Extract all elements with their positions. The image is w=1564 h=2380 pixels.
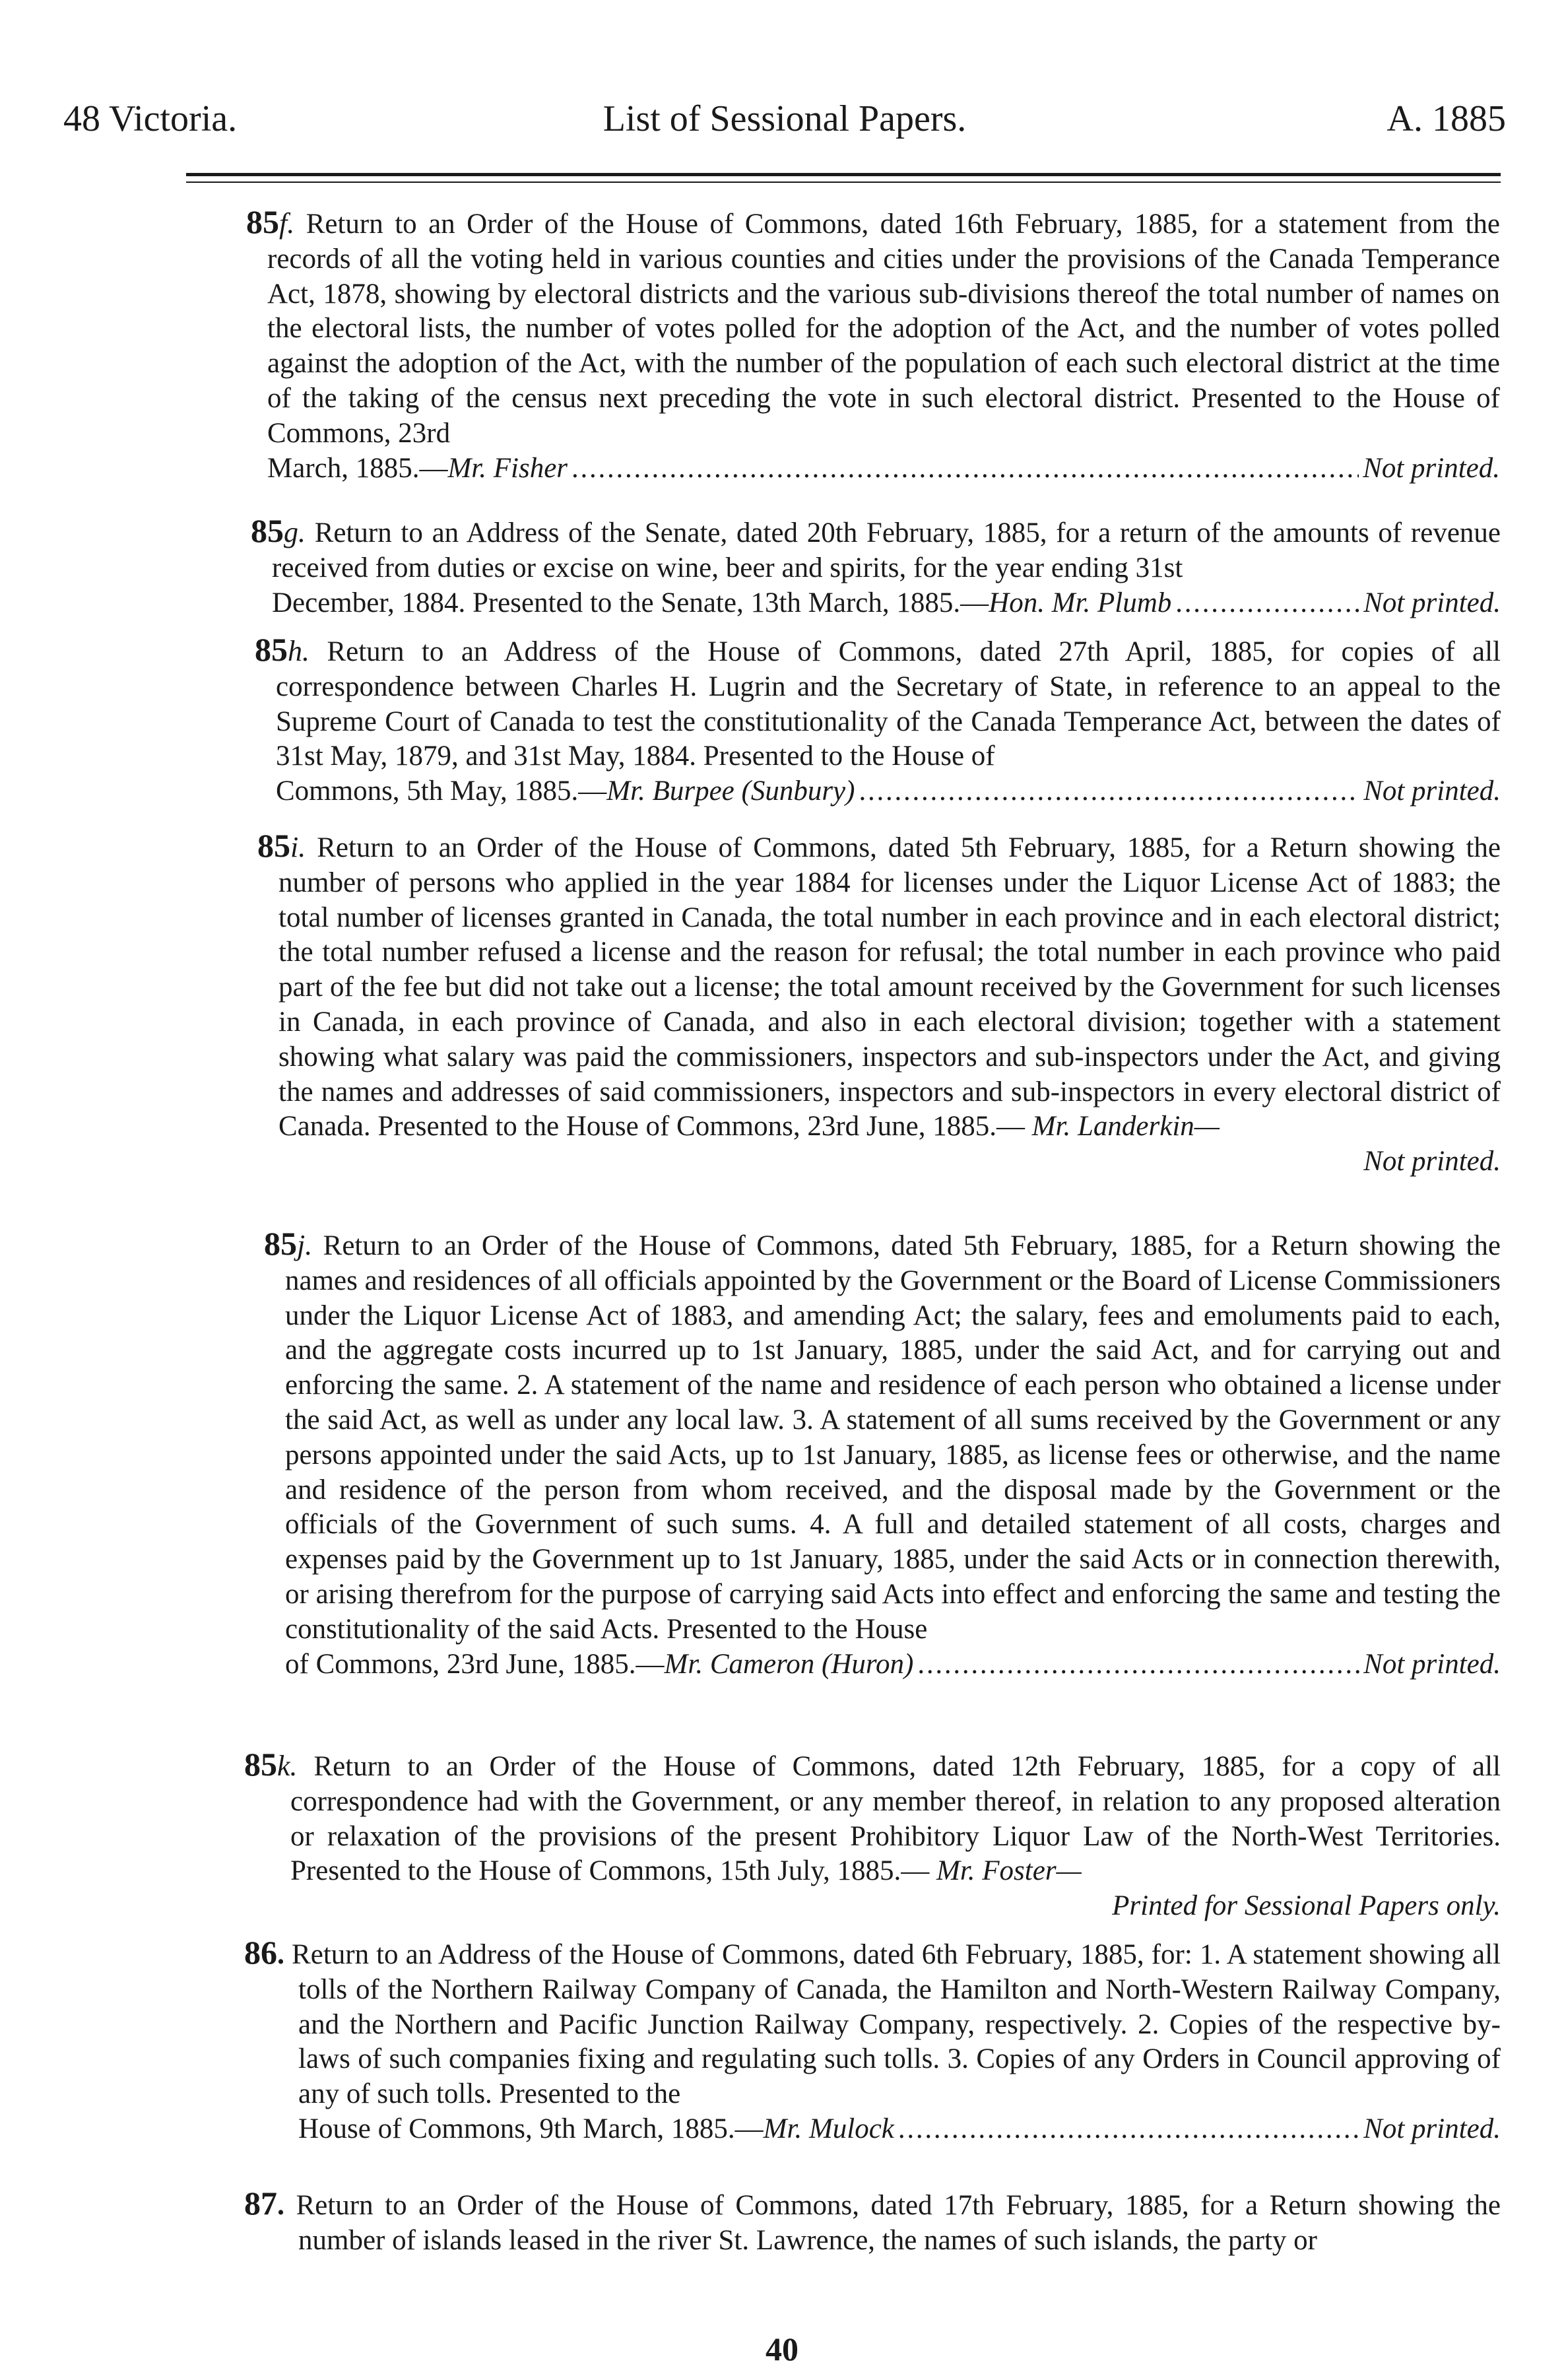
entry-text-end: December, 1884. Presented to the Senate, 13th March, 1885.—	[272, 587, 989, 618]
leader-dots	[1175, 586, 1359, 621]
header-session: 48 Victoria.	[63, 98, 238, 139]
entry-member: Mr. Landerkin—	[1031, 1111, 1220, 1142]
leader-dots	[571, 451, 1359, 486]
entry-number: 85k.	[244, 1746, 298, 1783]
entry-85h	[255, 631, 1501, 809]
entry-87	[244, 2185, 1501, 2259]
entry-text-end: Commons, 5th May, 1885.—	[276, 776, 607, 807]
entry-text-end: of Commons, 23rd June, 1885.—	[285, 1648, 665, 1680]
entry-status: Not printed.	[1363, 2113, 1501, 2144]
leader-dots	[917, 1647, 1359, 1682]
header-title: List of Sessional Papers.	[603, 98, 967, 139]
entry-85f	[246, 203, 1501, 486]
entry-member: Mr. Fisher	[447, 452, 568, 484]
entry-number: 85i.	[257, 827, 306, 864]
entry-85j	[264, 1225, 1501, 1682]
entry-number: 85g.	[251, 512, 306, 549]
entry-text: Return to an Order of the House of Commons, dated 5th February, 1885, for a Return showing the names and residences of all officials appointed by the Government or the Board of License Commissioners under the Liquor License Act of 1883, and amending Act; the salary, fees and emoluments paid to each, and the aggregate costs incurred up to 1st January, 1885, under the said Act, and for carrying out and enforcing the same. 2. A statement of the name and residence of each person who obtained a license under the said Act, as well as under any local law. 3. A statement of all sums received by the Government or any persons appointed under the said Acts, up to 1st January, 1885, as license fees or otherwise, and the name and residence of the person from whom received, and the disposal made by the Government or the officials of the Government of such sums. 4. A full and detailed statement of all costs, charges and expenses paid by the Government up to 1st January, 1885, under the said Acts or in connection therewith, or arising therefrom for the purpose of carrying said Acts into effect and enforcing the same and testing the constitutionality of the said Acts. Presented to the House	[285, 1230, 1501, 1645]
entry-85i	[257, 827, 1501, 1179]
entry-member: Mr. Foster—	[936, 1855, 1082, 1887]
leader-dots	[898, 2112, 1359, 2147]
entry-text: Return to an Address of the House of Commons, dated 6th February, 1885, for: 1. A statement showing all tolls of the Northern Railway Company of Canada, the Hamilton and North-Western Railway Company, and the Northern and Pacific Junction Railway Company, respectively. 2. Copies of the respective by-laws of such companies fixing and regulating such tolls. 3. Copies of any Orders in Council approving of any of such tolls. Presented to the	[292, 1939, 1501, 2110]
running-header	[63, 92, 1506, 145]
entry-text: Return to an Address of the Senate, dated 20th February, 1885, for a return of the amounts of revenue received from duties or excise on wine, beer and spirits, for the year ending 31st	[272, 517, 1501, 583]
entry-number: 85h.	[255, 631, 310, 668]
entry-86	[244, 1934, 1501, 2147]
entry-member: Hon. Mr. Plumb	[989, 587, 1172, 618]
entry-number: 85f.	[246, 203, 295, 240]
entry-member: Mr. Burpee (Sunbury)	[606, 776, 855, 807]
page-number: 40	[766, 2330, 798, 2367]
entry-text-end: House of Commons, 9th March, 1885.—	[298, 2113, 764, 2144]
entry-status: Not printed.	[1363, 776, 1501, 807]
entry-text-end: March, 1885.—	[267, 452, 448, 484]
entry-member: Mr. Cameron (Huron)	[664, 1648, 914, 1680]
entry-85k	[244, 1746, 1501, 1924]
entry-text: Return to an Order of the House of Commons, dated 17th February, 1885, for a Return showing the number of islands leased in the river St. Lawrence, the names of such islands, the party or	[296, 2190, 1501, 2256]
header-year: A. 1885	[1386, 98, 1506, 139]
header-rule-thick	[186, 173, 1501, 176]
entry-text: Return to an Order of the House of Commons, dated 12th February, 1885, for a copy of all correspondence had with the Government, or any member thereof, in relation to any proposed alteration or relaxation of the provisions of the present Prohibitory Liquor Law of the North-West Territories. Presented to the House of Commons, 15th July, 1885.—	[290, 1751, 1501, 1887]
entry-status: Printed for Sessional Papers only.	[1112, 1890, 1501, 1922]
entry-text: Return to an Address of the House of Commons, dated 27th April, 1885, for copies of all correspondence between Charles H. Lugrin and the Secretary of State, in reference to an appeal to the Supreme Court of Canada to test the constitutionality of the Canada Temperance Act, between the dates of 31st May, 1879, and 31st May, 1884. Presented to the House of	[276, 636, 1501, 772]
entry-text: Return to an Order of the House of Commons, dated 16th February, 1885, for a statement from the records of all the voting held in various counties and cities under the provisions of the Canada Temperance Act, 1878, showing by electoral districts and the various sub-divisions thereof the total number of names on the electoral lists, the number of votes polled for the adoption of the Act, and the number of votes polled against the adoption of the Act, with the number of the population of each such electoral district at the time of the taking of the census next preceding the vote in such electoral district. Presented to the House of Commons, 23rd	[267, 209, 1501, 449]
entry-status: Not printed.	[1363, 1648, 1501, 1680]
entry-number: 85j.	[264, 1225, 313, 1262]
entry-number: 86.	[244, 1934, 284, 1971]
entry-text: Return to an Order of the House of Commons, dated 5th February, 1885, for a Return showing the number of persons who applied in the year 1884 for licenses under the Liquor License Act of 1883; the total number of licenses granted in Canada, the total number in each province and in each electoral district; the total number refused a license and the reason for refusal; the total number in each province who paid part of the fee but did not take out a license; the total amount received by the Government for such licenses in Canada, in each province of Canada, and also in each electoral division; together with a statement showing what salary was paid the commissioners, inspectors and sub-inspectors under the Act, and giving the names and addresses of said commissioners, inspectors and sub-inspectors in every electoral district of Canada. Presented to the House of Commons, 23rd June, 1885.—	[278, 832, 1501, 1142]
header-rule-thin	[186, 182, 1501, 183]
entry-number: 87.	[244, 2185, 284, 2222]
entry-member: Mr. Mulock	[763, 2113, 894, 2144]
entry-status: Not printed.	[1363, 1146, 1501, 1177]
entry-status: Not printed.	[1363, 452, 1500, 484]
leader-dots	[859, 774, 1359, 809]
entry-85g	[251, 512, 1501, 620]
entry-status: Not printed.	[1363, 587, 1501, 618]
